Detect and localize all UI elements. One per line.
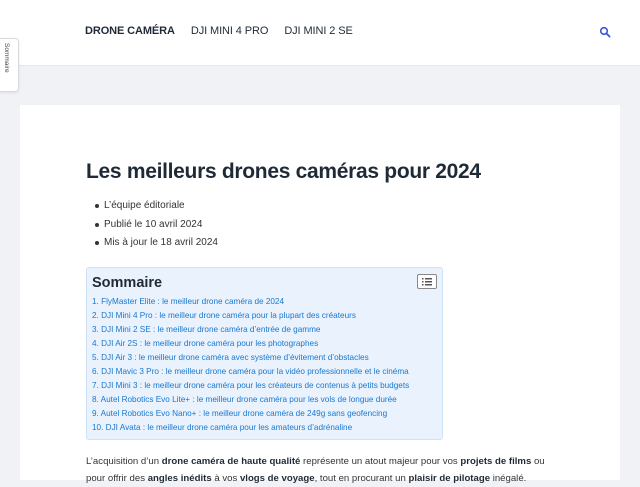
table-of-contents [86, 267, 443, 440]
nav-item-dji-mini-4-pro[interactable]: DJI MINI 4 PRO [190, 25, 269, 37]
intro-bold-text: angles inédits [147, 473, 212, 484]
site-header [0, 0, 640, 66]
intro-text: L’acquisition d’un [86, 456, 162, 467]
list-item [92, 337, 409, 351]
list-item [92, 323, 409, 337]
intro-text: ou [531, 456, 545, 467]
meta-published-date: Publié le 10 avril 2024 [104, 219, 218, 238]
toc-link-8[interactable]: 8. Autel Robotics Evo Lite+ : le meilleur drone caméra pour les vols de longue durée [92, 395, 397, 404]
list-item [92, 393, 409, 407]
list-item [92, 365, 409, 379]
toc-link-7[interactable]: 7. DJI Mini 3 : le meilleur drone caméra pour les créateurs de contenus à petits budgets [92, 381, 410, 390]
toc-link-1[interactable]: 1. FlyMaster Elite : le meilleur drone caméra de 2024 [92, 297, 285, 306]
toc-link-10[interactable]: 10. DJI Avata : le meilleur drone caméra pour les amateurs d’adrénaline [92, 423, 353, 432]
intro-paragraph [86, 453, 556, 487]
list-item [92, 351, 409, 365]
nav-item-drone-camera[interactable]: DRONE CAMÉRA [85, 25, 175, 37]
toc-link-6[interactable]: 6. DJI Mavic 3 Pro : le meilleur drone caméra pour la vidéo professionnelle et le cinéma [92, 367, 409, 376]
page-title: Les meilleurs drones caméras pour 2024 [86, 160, 481, 183]
toc-link-2[interactable]: 2. DJI Mini 4 Pro : le meilleur drone caméra pour la plupart des créateurs [92, 311, 356, 320]
search-icon[interactable] [599, 26, 611, 38]
toc-side-tab-label: Sommaire [3, 43, 10, 73]
toc-link-9[interactable]: 9. Autel Robotics Evo Nano+ : le meilleur drone caméra de 249g sans geofencing [92, 409, 388, 418]
intro-text: à vos [211, 473, 240, 484]
list-item [92, 379, 409, 393]
intro-text: représente un atout majeur pour vos [300, 456, 461, 467]
toc-toggle-button[interactable] [417, 274, 437, 289]
toc-list [92, 295, 409, 435]
list-item [92, 309, 409, 323]
intro-bold-text: drone caméra de haute qualité [161, 456, 301, 467]
nav-item-dji-mini-2-se[interactable]: DJI MINI 2 SE [284, 25, 353, 37]
toc-link-5[interactable]: 5. DJI Air 3 : le meilleur drone caméra avec système d’évitement d’obstacles [92, 353, 369, 362]
list-item [92, 407, 409, 421]
intro-bold-text: projets de films [460, 456, 532, 467]
intro-bold-text: plaisir de pilotage [408, 473, 491, 484]
toc-link-4[interactable]: 4. DJI Air 2S : le meilleur drone caméra pour les photographes [92, 339, 319, 348]
intro-bold-text: vlogs de voyage [239, 473, 315, 484]
toc-title: Sommaire [92, 275, 163, 291]
intro-text: inégalé. [490, 473, 527, 484]
intro-text: , tout en procurant un [314, 473, 409, 484]
article-card [20, 105, 620, 484]
toc-side-tab[interactable] [0, 38, 19, 92]
main-nav [85, 25, 369, 37]
list-item [92, 295, 409, 309]
toc-link-3[interactable]: 3. DJI Mini 2 SE : le meilleur drone caméra d’entrée de gamme [92, 325, 321, 334]
list-toggle-icon [418, 275, 436, 288]
article-meta [104, 200, 218, 256]
list-item [92, 421, 409, 435]
meta-updated-date: Mis à jour le 18 avril 2024 [104, 237, 218, 256]
intro-text: pour offrir des [86, 473, 148, 484]
meta-author: L’équipe éditoriale [104, 200, 218, 219]
